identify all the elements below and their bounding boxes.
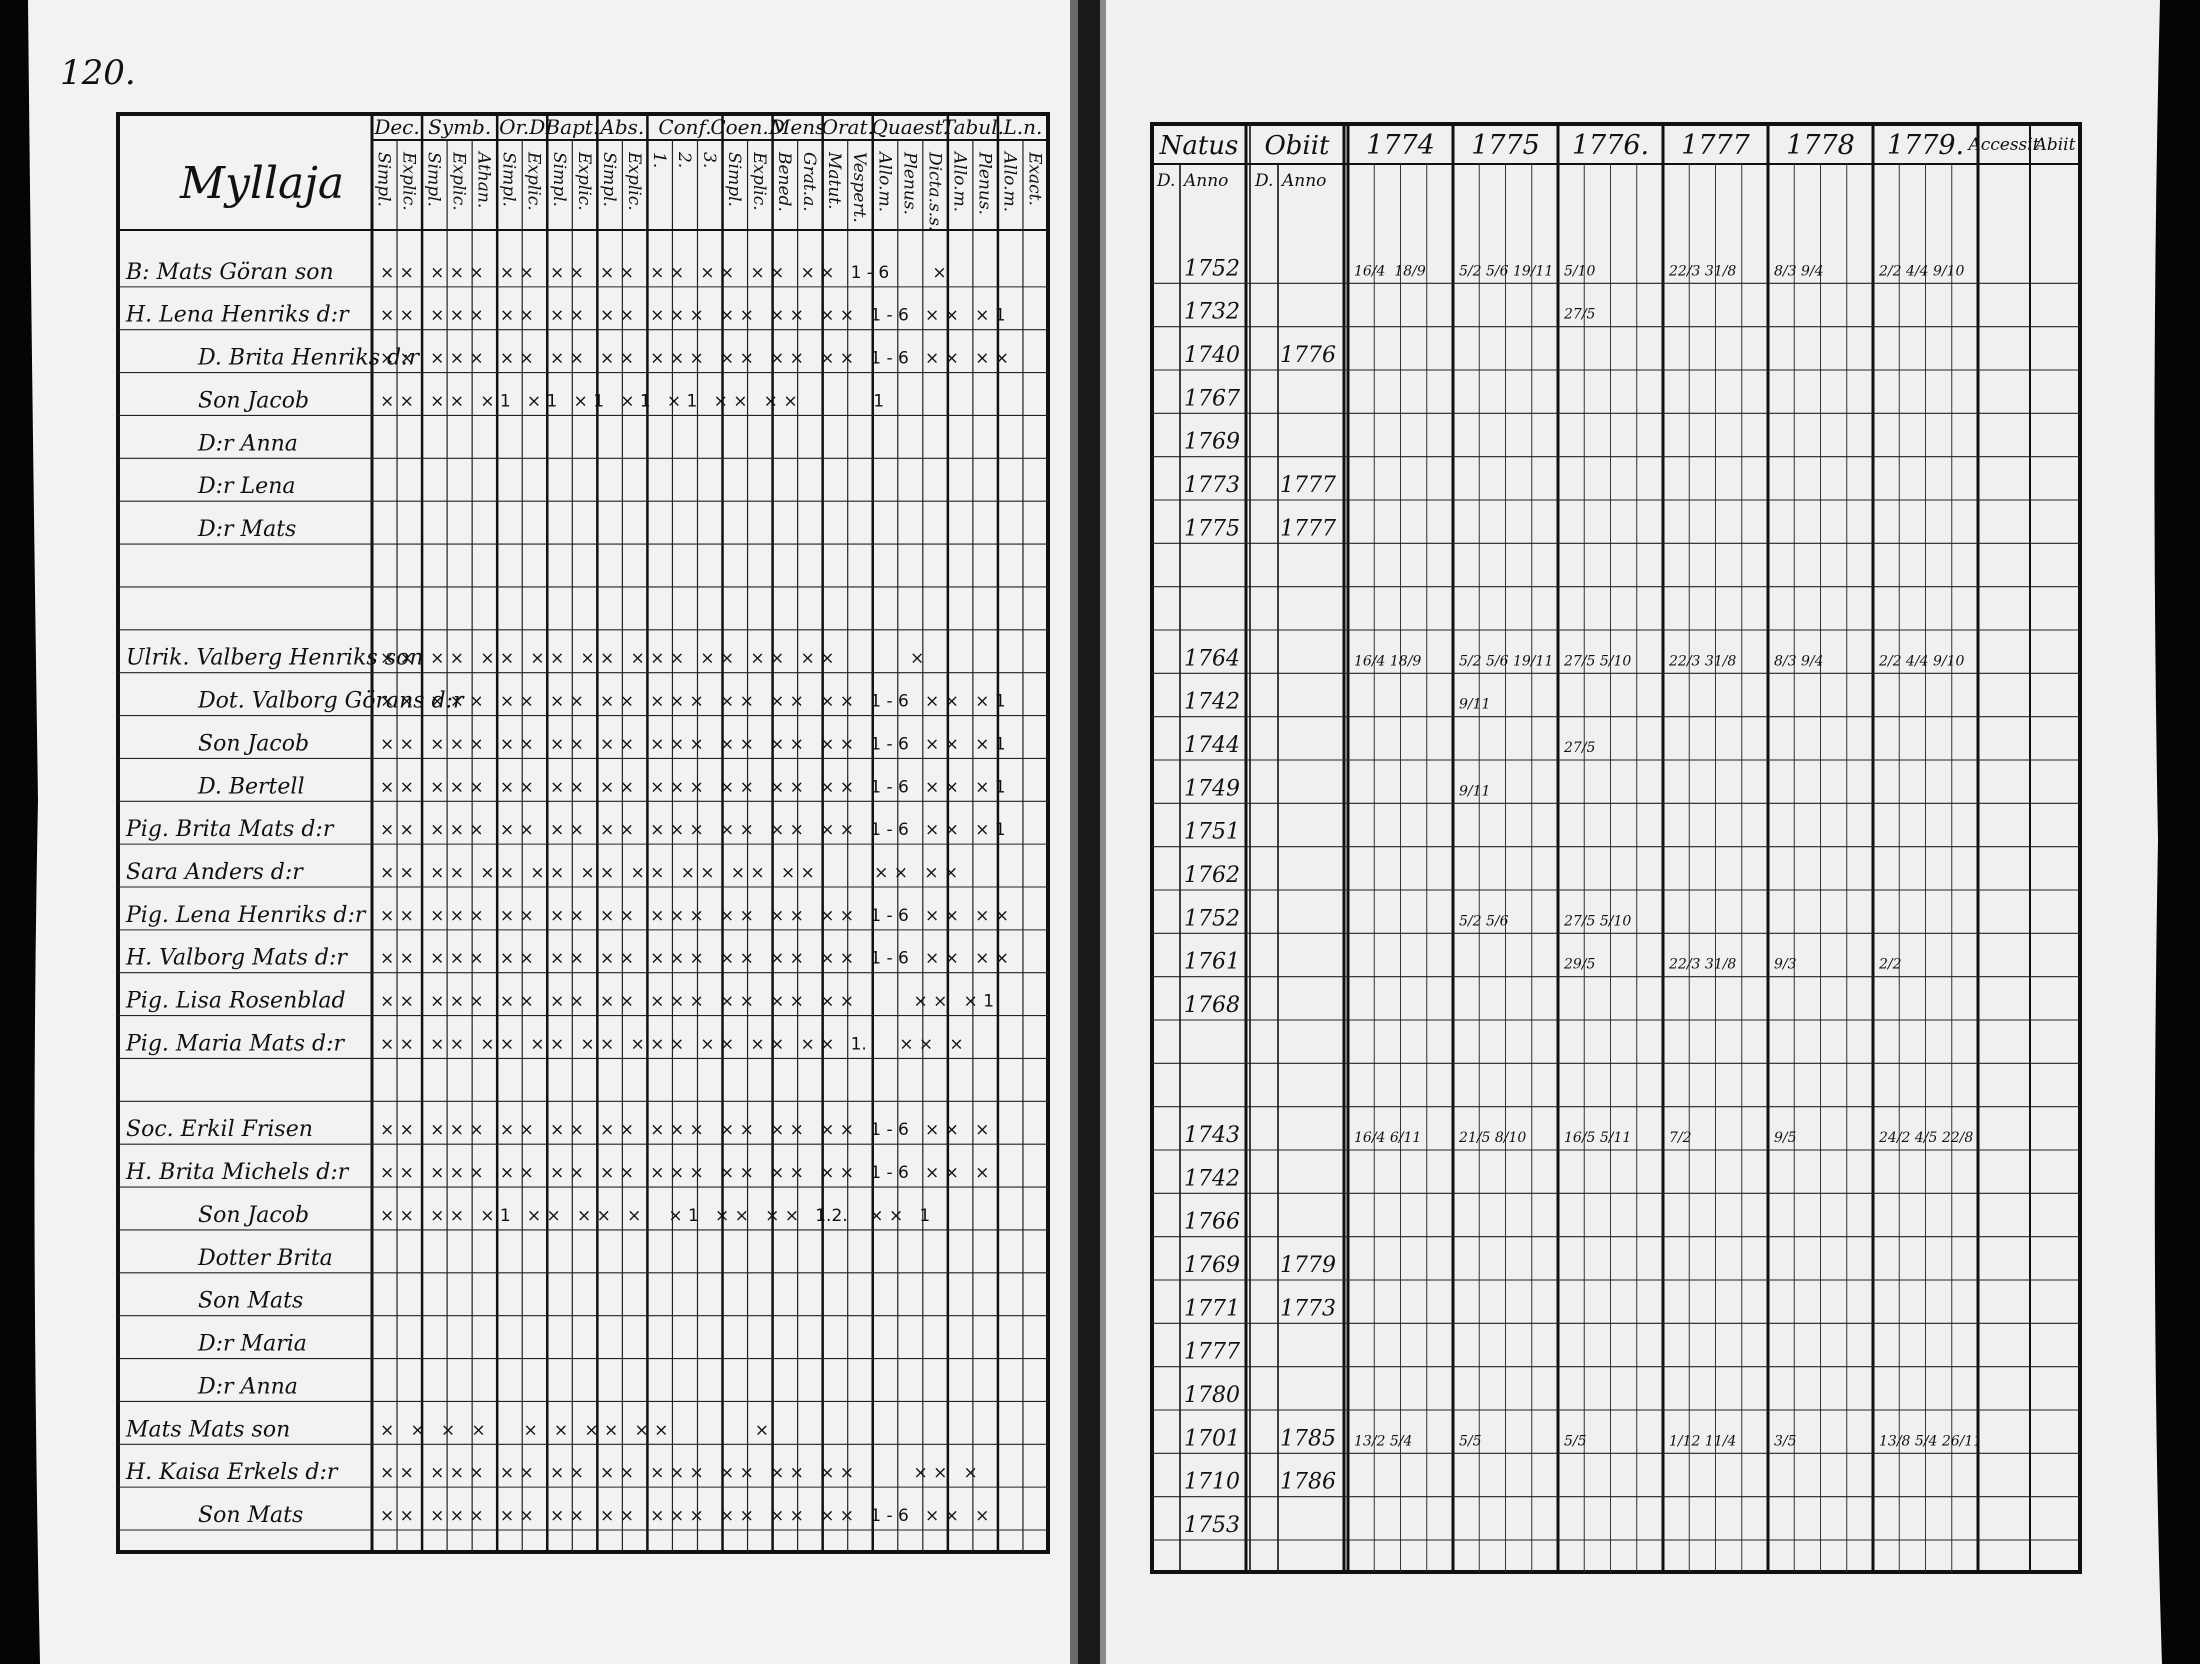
register-row xyxy=(1184,776,1240,801)
register-row xyxy=(1184,950,1240,975)
column-subheader: Exact. xyxy=(1024,152,1045,206)
register-row xyxy=(1184,1210,1240,1235)
svg-text:Anno: Anno xyxy=(1184,171,1229,191)
birth-year: 1762 xyxy=(1184,863,1240,888)
person-name: H. Valborg Mats d:r xyxy=(126,945,347,971)
register-row xyxy=(1184,646,1240,671)
column-subheader: Explic. xyxy=(573,152,594,211)
register-row xyxy=(125,989,994,1014)
person-name: H. Lena Henriks d:r xyxy=(126,302,349,328)
communion-date: 1/12 11/4 xyxy=(1669,1433,1737,1450)
communion-date: 27/5 5/10 xyxy=(1564,913,1632,930)
register-row xyxy=(1184,906,1240,931)
register-row xyxy=(125,903,1009,928)
register-row xyxy=(1184,430,1240,455)
birth-year: 1771 xyxy=(1184,1296,1240,1322)
register-row xyxy=(126,1117,989,1142)
register-row xyxy=(1184,733,1240,758)
person-name: B: Mats Göran son xyxy=(126,259,334,285)
register-row xyxy=(125,946,1009,971)
catechism-marks: × × × × × 1 × × × × × × 1 × × × × 1.2. × × 1 xyxy=(380,1205,931,1226)
column-subheader: Plenus. xyxy=(899,152,920,215)
right-page xyxy=(1092,0,2162,1664)
communion-date: 24/2 4/5 22/8 xyxy=(1879,1130,1974,1146)
register-row xyxy=(125,303,1006,328)
person-name: Soc. Erkil Frisen xyxy=(126,1117,313,1143)
register-row xyxy=(197,689,1006,714)
person-name: Son Mats xyxy=(198,1503,304,1528)
column-subheader: Explic. xyxy=(749,152,770,211)
register-row xyxy=(126,860,958,885)
catechism-marks: × × × × × × × × × × × × × × × × × × × × xyxy=(380,648,925,669)
birth-year: 1768 xyxy=(1184,993,1240,1018)
column-subheader: Athan. xyxy=(473,152,494,209)
svg-text:Abs.: Abs. xyxy=(600,115,645,139)
abiit-header: Abiit xyxy=(2034,135,2076,155)
column-subheader: Allo.m. xyxy=(874,152,895,213)
gutter-shadow xyxy=(1076,0,1102,1664)
register-row xyxy=(1184,820,1240,845)
communion-date: 22/3 31/8 xyxy=(1669,653,1737,670)
birth-year: 1769 xyxy=(1184,1253,1240,1278)
death-year: 1773 xyxy=(1280,1296,1336,1322)
person-name: Ulrik. Valberg Henriks son xyxy=(126,645,424,671)
birth-year: 1701 xyxy=(1184,1426,1240,1452)
catechism-marks: × × × × × × × × × × × × × × × × × × × × 1 - 6 × × × 1 xyxy=(380,305,1006,326)
year-header: 1774 xyxy=(1366,130,1435,161)
column-subheader: Simpl. xyxy=(548,152,569,207)
communion-date: 27/5 xyxy=(1564,306,1596,323)
year-header: 1778 xyxy=(1786,130,1855,161)
birth-year: 1753 xyxy=(1184,1513,1240,1538)
person-name: Pig. Lena Henriks d:r xyxy=(126,902,366,928)
birth-year: 1773 xyxy=(1184,473,1240,498)
communion-date: 16/4 18/9 xyxy=(1354,653,1422,670)
person-name: Pig. Maria Mats d:r xyxy=(126,1031,344,1057)
communion-date: 5/2 5/6 19/11 xyxy=(1459,653,1554,670)
year-header: 1775 xyxy=(1471,130,1540,161)
svg-text:Bapt.: Bapt. xyxy=(545,115,600,139)
column-subheader: 1. xyxy=(648,152,669,169)
communion-date: 9/11 xyxy=(1459,696,1491,713)
register-row xyxy=(198,1289,303,1314)
parish-title: Myllaja xyxy=(180,158,345,209)
person-name: Dot. Valborg Görans d:r xyxy=(198,688,464,714)
svg-text:Anno: Anno xyxy=(1282,171,1327,191)
catechism-marks: × × × × × × × × × × × × × × × × × × × × 1 - 6 × × × xyxy=(380,1506,990,1526)
register-row xyxy=(125,1031,964,1056)
person-name: Son Mats xyxy=(198,1288,304,1314)
person-name: Pig. Brita Mats d:r xyxy=(126,817,334,843)
death-year: 1777 xyxy=(1280,516,1336,542)
person-name: D:r Lena xyxy=(198,474,296,500)
register-row xyxy=(1184,256,1240,281)
death-year: 1786 xyxy=(1280,1469,1336,1495)
catechism-marks: × × × × × × × × × × × xyxy=(380,1420,770,1441)
register-row xyxy=(197,431,298,456)
person-name: D:r Mats xyxy=(198,517,297,543)
birth-year: 1775 xyxy=(1184,516,1240,542)
column-subheader: Plenus. xyxy=(974,152,995,215)
register-row xyxy=(1184,1383,1240,1408)
birth-year: 1740 xyxy=(1184,343,1240,368)
communion-date: 3/5 xyxy=(1774,1433,1797,1450)
catechism-marks: × × × × × × × × × × × × × × × × × × × × 1 - 6 × × × xyxy=(380,1163,990,1184)
birth-year: 1749 xyxy=(1184,776,1240,802)
catechism-marks: × × × × × × × × × × × × × × × × × × × × × × × xyxy=(380,1463,978,1484)
person-name: D. Brita Henriks d:r xyxy=(198,345,420,371)
column-subheader: Explic. xyxy=(398,152,419,211)
communion-date: 13/8 5/4 26/11 xyxy=(1879,1433,1983,1450)
person-name: D:r Maria xyxy=(198,1331,307,1357)
communion-date: 2/2 4/4 9/10 xyxy=(1879,263,1965,280)
birth-year: 1761 xyxy=(1184,949,1240,975)
year-header: 1779. xyxy=(1886,130,1965,161)
register-row xyxy=(1184,300,1240,325)
death-year: 1785 xyxy=(1280,1426,1336,1452)
birth-year: 1764 xyxy=(1184,646,1240,672)
communion-date: 5/2 5/6 19/11 xyxy=(1459,263,1554,280)
birth-year: 1744 xyxy=(1184,733,1240,758)
column-subheader: Simpl. xyxy=(598,152,619,207)
svg-text:D.: D. xyxy=(1157,171,1176,191)
page-number: 120. xyxy=(60,53,136,93)
register-row xyxy=(1184,1123,1240,1148)
column-subheader: Bened. xyxy=(774,152,795,212)
column-subheader: Dicta.s.s. xyxy=(924,152,945,232)
column-subheader: Explic. xyxy=(623,152,644,211)
person-name: Mats Mats son xyxy=(126,1417,291,1443)
communion-date: 27/5 5/10 xyxy=(1564,653,1632,670)
death-year: 1779 xyxy=(1280,1253,1336,1278)
communion-date: 29/5 xyxy=(1564,956,1596,973)
person-name: Son Jacob xyxy=(198,1202,310,1228)
catechism-marks: × × × × × × × × × × × × × × × × × × × × 1 - 6 × × × xyxy=(380,1120,990,1141)
column-subheader: Explic. xyxy=(523,152,544,211)
catechism-marks: × × × × × × × × × × × × × × × × × × × × 1 - 6 × × × 1 xyxy=(380,777,1006,798)
register-row xyxy=(1184,993,1240,1018)
column-group-header xyxy=(424,115,494,211)
obiit-header: Obiit xyxy=(1264,131,1330,161)
communion-date: 5/5 xyxy=(1459,1433,1482,1450)
register-row xyxy=(125,817,1006,842)
register-row xyxy=(197,517,296,542)
person-name: H. Kaisa Erkels d:r xyxy=(126,1460,338,1486)
catechism-marks: × × × × × × × × × × × × × × × × × × × × 1 - 6 × × × 1 xyxy=(380,691,1006,712)
person-name: D. Bertell xyxy=(198,774,305,800)
birth-year: 1742 xyxy=(1184,1166,1240,1192)
catechism-marks: × × × × × 1 × 1 × 1 × 1 × 1 × × × × 1 xyxy=(380,391,885,412)
person-name: Pig. Lisa Rosenblad xyxy=(126,988,346,1014)
death-year: 1777 xyxy=(1280,473,1336,498)
catechism-marks: × × × × × × × × × × × × × × × × × × × × 1 - 6 × × × × xyxy=(380,948,1010,969)
register-row xyxy=(1184,1340,1240,1365)
year-header: 1776. xyxy=(1571,130,1650,161)
communion-date: 5/10 xyxy=(1564,263,1596,280)
birth-year: 1752 xyxy=(1184,256,1240,282)
svg-text:Orat.: Orat. xyxy=(821,115,874,139)
register-row xyxy=(197,1246,333,1271)
svg-text:Conf.: Conf. xyxy=(658,115,712,139)
svg-text:Mens: Mens xyxy=(769,115,826,139)
register-row xyxy=(1184,690,1240,715)
svg-text:Or.D: Or.D xyxy=(499,115,546,139)
catechism-marks: × × × × × × × × × × × × × × × × × × × 1 - 6 × xyxy=(380,262,947,283)
register-row xyxy=(125,1460,978,1485)
communion-date: 16/4 6/11 xyxy=(1354,1130,1422,1146)
column-subheader: Matut. xyxy=(824,152,845,210)
birth-year: 1743 xyxy=(1184,1123,1240,1148)
person-name: D:r Anna xyxy=(198,1374,298,1400)
register-row xyxy=(125,260,947,285)
catechism-marks: × × × × × × × × × × × × × × × × × × × × 1 - 6 × × × × xyxy=(380,905,1010,926)
birth-year: 1766 xyxy=(1184,1209,1240,1235)
birth-year: 1710 xyxy=(1184,1469,1240,1495)
birth-year: 1777 xyxy=(1184,1339,1240,1365)
column-subheader: Allo.m. xyxy=(999,152,1020,213)
svg-text:D.: D. xyxy=(1255,171,1274,191)
register-row xyxy=(125,1417,769,1442)
communion-date: 8/3 9/4 xyxy=(1774,263,1824,280)
column-subheader: Simpl. xyxy=(498,152,519,207)
birth-year: 1752 xyxy=(1184,906,1240,932)
accessit-header: Accessit xyxy=(1968,135,2040,155)
column-subheader: Vespert. xyxy=(849,152,870,223)
catechism-marks: × × × × × × × × × × × × × × × × × × × × 1 - 6 × × × 1 xyxy=(380,820,1006,841)
register-row xyxy=(126,646,924,671)
communion-date: 5/2 5/6 xyxy=(1459,913,1509,930)
catechism-marks: × × × × × × × × × × × × × × × × × × × × × × × 1 xyxy=(380,991,995,1012)
communion-date: 8/3 9/4 xyxy=(1774,653,1824,670)
communion-date: 27/5 xyxy=(1564,740,1596,756)
register-row xyxy=(1184,863,1240,888)
register-row xyxy=(197,474,295,499)
year-header: 1777 xyxy=(1681,130,1750,161)
register-row xyxy=(197,1374,298,1399)
catechism-marks: × × × × × × × × × × × × × × × × × × × 1. × × × xyxy=(380,1034,964,1055)
catechism-marks: × × × × × × × × × × × × × × × × × × × × 1 - 6 × × × 1 xyxy=(380,734,1006,755)
catechism-marks: × × × × × × × × × × × × × × × × × × × × 1 - 6 × × × × xyxy=(380,348,1010,369)
person-name: Son Jacob xyxy=(198,731,310,757)
birth-year: 1769 xyxy=(1184,429,1240,455)
column-subheader: Grat.a. xyxy=(799,152,820,212)
column-subheader: Allo.m. xyxy=(949,152,970,213)
communion-date: 9/3 xyxy=(1774,956,1797,973)
communion-date: 13/2 5/4 xyxy=(1354,1433,1413,1450)
register-row xyxy=(197,1332,307,1357)
svg-text:Coen.D: Coen.D xyxy=(710,115,785,139)
person-name: H. Brita Michels d:r xyxy=(126,1160,349,1186)
column-subheader: 2. xyxy=(673,152,694,169)
svg-text:Quaest.: Quaest. xyxy=(871,115,950,139)
communion-date: 2/2 4/4 9/10 xyxy=(1879,653,1965,670)
death-year: 1776 xyxy=(1280,343,1336,368)
column-subheader: Simpl. xyxy=(373,152,394,207)
person-name: Son Jacob xyxy=(198,388,310,414)
catechism-marks: × × × × × × × × × × × × × × × × × × × × × × xyxy=(380,863,959,883)
communion-date: 16/5 5/11 xyxy=(1564,1130,1632,1146)
communion-date: 21/5 8/10 xyxy=(1459,1130,1527,1146)
natus-header: Natus xyxy=(1159,131,1239,161)
register-row xyxy=(198,388,884,413)
person-name: D:r Anna xyxy=(198,431,298,457)
person-name: Dotter Brita xyxy=(198,1245,333,1271)
communion-date: 9/5 xyxy=(1774,1130,1797,1146)
column-subheader: 3. xyxy=(699,152,719,169)
communion-date: 16/4 18/9 xyxy=(1354,263,1426,280)
column-subheader: Simpl. xyxy=(724,152,745,207)
svg-text:Dec.: Dec. xyxy=(374,115,420,139)
column-subheader: Explic. xyxy=(448,152,469,211)
birth-year: 1767 xyxy=(1184,386,1240,412)
column-subheader: Simpl. xyxy=(423,152,444,207)
svg-text:L.n.: L.n. xyxy=(1003,115,1043,139)
communion-date: 9/11 xyxy=(1459,783,1491,800)
svg-text:Tabul.: Tabul. xyxy=(941,115,1004,139)
register-row xyxy=(198,1203,930,1228)
communion-date: 2/2 xyxy=(1879,956,1902,973)
birth-year: 1732 xyxy=(1184,299,1240,325)
communion-date: 22/3 31/8 xyxy=(1669,263,1737,280)
register-row xyxy=(197,346,1009,371)
communion-date: 5/5 xyxy=(1564,1433,1587,1450)
communion-date: 7/2 xyxy=(1669,1130,1692,1146)
register-row xyxy=(1184,1513,1240,1538)
register-row xyxy=(125,1160,989,1185)
birth-year: 1751 xyxy=(1184,819,1240,845)
communion-date: 22/3 31/8 xyxy=(1669,956,1737,973)
register-row xyxy=(1184,1166,1240,1191)
person-name: Sara Anders d:r xyxy=(126,860,303,885)
birth-year: 1780 xyxy=(1184,1383,1240,1408)
svg-text:Symb.: Symb. xyxy=(428,115,492,139)
birth-year: 1742 xyxy=(1184,689,1240,715)
register-row xyxy=(1184,386,1240,411)
